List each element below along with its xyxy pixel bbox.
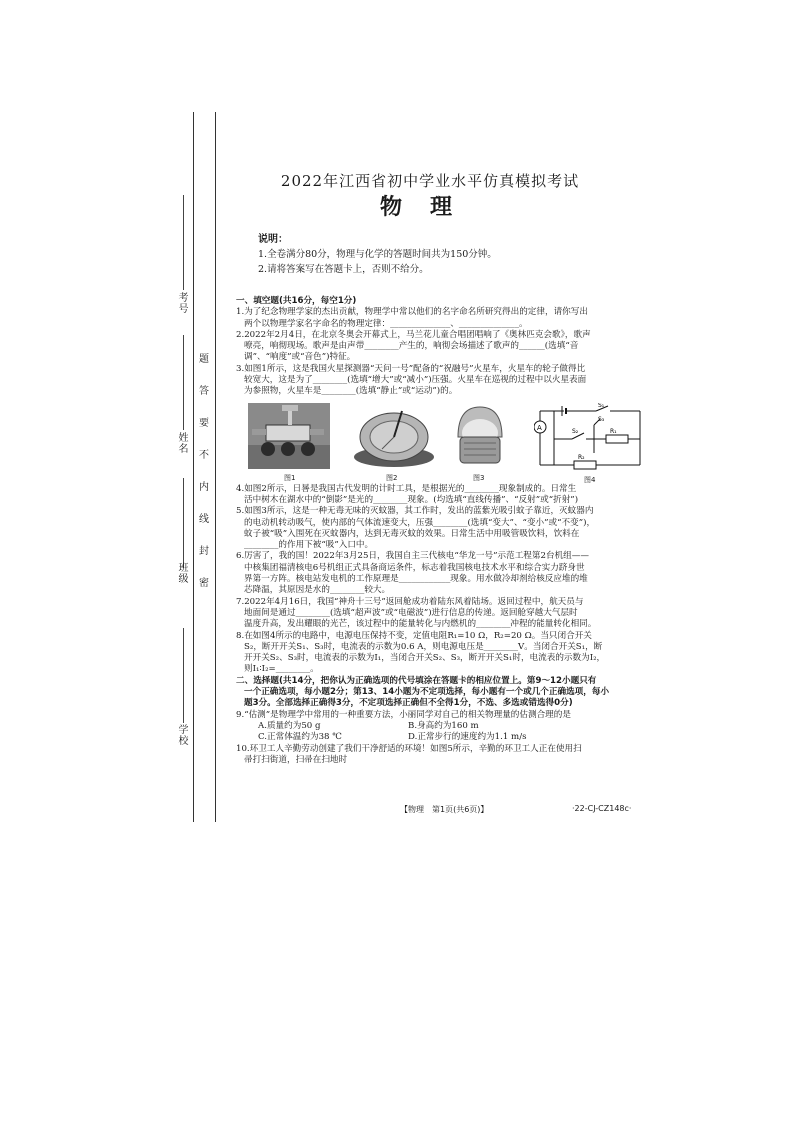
question-10 [236,744,646,767]
q5-line: 蚊子被“吸”入围死在灭蚊器内，达到无毒灭蚊的效果。日常生活中用吸管吸饮料，饮料在 [244,528,580,539]
q3-line: 为参照物，火星车是________(选填“静止”或“运动”)的。 [244,386,458,397]
page-number: 【物理 第1页(共6页)】 [400,805,489,814]
fig1-caption: 图1 [284,474,296,482]
q10-line: 10.环卫工人辛勤劳动创建了我们干净舒适的环境！如图5所示，辛勤的环卫工人正在使用扫 [236,743,582,754]
q2-line: 2.2022年2月4日，在北京冬奥会开幕式上，马兰花儿童合唱团唱响了《奥林匹克会歌》，歌声 [236,329,591,340]
ammeter-label: A [537,424,542,432]
question-4 [236,484,646,507]
binding-line-inner [215,112,216,822]
section2-heading-line: 题3分。全部选择正确得3分，不定项选择正确但不全得1分，不选、多选或错选得0分) [244,698,573,709]
school-label: 学校 [176,724,187,746]
q9-option-a: A.质量约为50 g [258,720,321,731]
seal-char: 密 [199,578,209,589]
seal-char: 线 [199,514,209,525]
q2-line: 调”、“响度”或“音色”)特征。 [244,352,356,363]
binding-line-outer [193,112,194,822]
q6-line: 界第一方阵。核电站发电机的工作原理是____________现象。用水做冷却剂给核反应堆的堆 [244,574,588,585]
instruction-item: 1.全卷满分80分，物理与化学的答题时间共为150分钟。 [258,249,497,260]
question-9 [236,710,646,744]
q3-line: 较宽大，这是为了________(选填“增大”或“减小”)压强。火星车在巡视的过程中以火星表面 [244,375,587,386]
mosquito-killer-figure [450,403,510,469]
question-8 [236,631,646,676]
class-blank [183,478,184,568]
question-body [236,296,646,766]
fig3-caption: 图3 [473,474,485,482]
name-label: 姓名 [176,432,187,454]
q5-line: 5.如图3所示，这是一种无毒无味的灭蚊器，其工作时，发出的蓝紫光吸引蚊子靠近，灭蚊器内 [236,506,594,517]
q8-line: 则I₁∶I₂=________。 [244,664,319,675]
q8-line: 8.在如图4所示的电路中，电源电压保持不变，定值电阻R₁=10 Ω，R₂=20 Ω。当只闭合开关 [236,630,592,641]
q10-line: 帚打扫街道，扫帚在扫地时 [244,754,348,765]
fig2-caption: 图2 [386,474,398,482]
q7-line: 7.2022年4月16日，我国“神舟十三号”返回舱成功着陆东风着陆场。返回过程中，航天员与 [236,596,584,607]
question-3 [236,364,646,398]
class-label: 班级 [176,562,187,584]
section2-heading-line: 二、选择题(共14分，把你认为正确选项的代号填涂在答题卡的相应位置上。第9～12小题只有 [236,675,597,686]
q9-stem: 9.“估测”是物理学中常用的一种重要方法，小丽同学对自己的相关物理量的估测合理的是 [236,709,571,720]
paper-code: ·22-CJ-CZ148c· [572,804,632,813]
exam-no-blank [183,195,184,290]
instructions [258,232,497,277]
instruction-item: 2.请将答案写在答题卡上，否则不给分。 [258,264,429,275]
q6-line: 中核集团福清核电6号机组正式具备商运条件，标志着我国核电技术水平和综合实力跻身世 [244,562,585,573]
q4-line: 活中树木在湖水中的“倒影”是光的________现象。(均选填“直线传播”、“反射”或“折射”) [244,494,579,505]
exam-title: 2022年江西省初中学业水平仿真模拟考试 [280,172,580,190]
seal-char: 内 [199,482,209,493]
q2-line: 嘹亮，响彻现场。歌声是由声带________产生的，响彻会场描述了歌声的______(选填“音 [244,341,579,352]
q5-line: ________的作用下被“吸”入口中。 [244,540,374,551]
q9-option-b: B.身高约为160 m [408,720,479,731]
section2-heading [236,676,646,710]
switch-s1-label: S₁ [598,403,605,409]
seal-char: 封 [199,546,209,557]
resistor-r2-label: R₂ [578,454,585,461]
seal-char: 答 [199,386,209,397]
fig4-caption: 图4 [584,476,596,484]
mars-rover-figure [248,403,330,469]
q9-option-d: D.正常步行的速度约为1.1 m/s [408,732,527,743]
q9-options [236,721,646,744]
question-2 [236,330,646,364]
q3-line: 3.如图1所示，这是我国火星探测器“天问一号”配备的“祝融号”火星车，火星车的轮子做得比 [236,363,586,374]
question-6 [236,551,646,596]
q6-line: 芯降温，其原因是水的________较大。 [244,585,391,596]
q1-line: 两个以物理学家名字命名的物理定律：______________、______________。 [244,318,528,329]
q8-line: S₂，断开开关S₁、S₃时，电流表的示数为0.6 A，则电源电压是________V。当闭合开关S₁，断 [244,641,603,652]
figures-row [248,403,648,485]
school-blank [183,628,184,723]
question-1 [236,307,646,330]
q5-line: 的电动机转动吸气，使内部的气体流速变大，压强________(选填“变大”、“变小”或“不变”)， [244,517,596,528]
q7-line: 地面间是通过________(选填“超声波”或“电磁波”)进行信息的传递。返回舱穿越大气层时 [244,607,578,618]
q9-option-c: C.正常体温约为38 ℃ [258,732,342,743]
seal-char: 不 [199,450,209,461]
q4-line: 4.如图2所示，日晷是我国古代发明的计时工具，是根据光的________现象制成的。日常生 [236,483,577,494]
subject-title: 物理 [379,194,480,220]
instructions-heading: 说明： [258,234,288,245]
switch-s2-label: S₂ [572,428,579,435]
section2-heading-line: 一个正确选项，每小题2分；第13、14小题为不定项选择，每小题有一个或几个正确选项，每小 [244,687,610,698]
resistor-r1-label: R₁ [610,428,617,435]
q7-line: 温度升高，发出耀眼的光芒，该过程中的能量转化与内燃机的________冲程的能量转化相同。 [244,619,597,630]
seal-char: 题 [199,354,209,365]
question-5 [236,506,646,551]
seal-char: 要 [199,418,209,429]
q1-line: 1.为了纪念物理学家的杰出贡献，物理学中常以他们的名字命名所研究得出的定律，请你写出 [236,307,588,318]
circuit-diagram [534,403,648,473]
question-7 [236,597,646,631]
q8-line: 开开关S₂、S₃时，电流表的示数为I₁，当闭合开关S₂、S₃，断开开关S₁时，电流表的示数为I₂， [244,653,606,664]
section1-heading: 一、填空题(共16分，每空1分) [236,296,357,306]
name-blank [183,335,184,430]
switch-s3-label: S₃ [598,416,605,423]
sundial-figure [352,403,436,469]
q6-line: 6.厉害了，我的国！2022年3月25日，我国自主三代核电“华龙一号”示范工程第2台机组—— [236,551,589,562]
exam-no-label: 考号 [176,292,187,314]
